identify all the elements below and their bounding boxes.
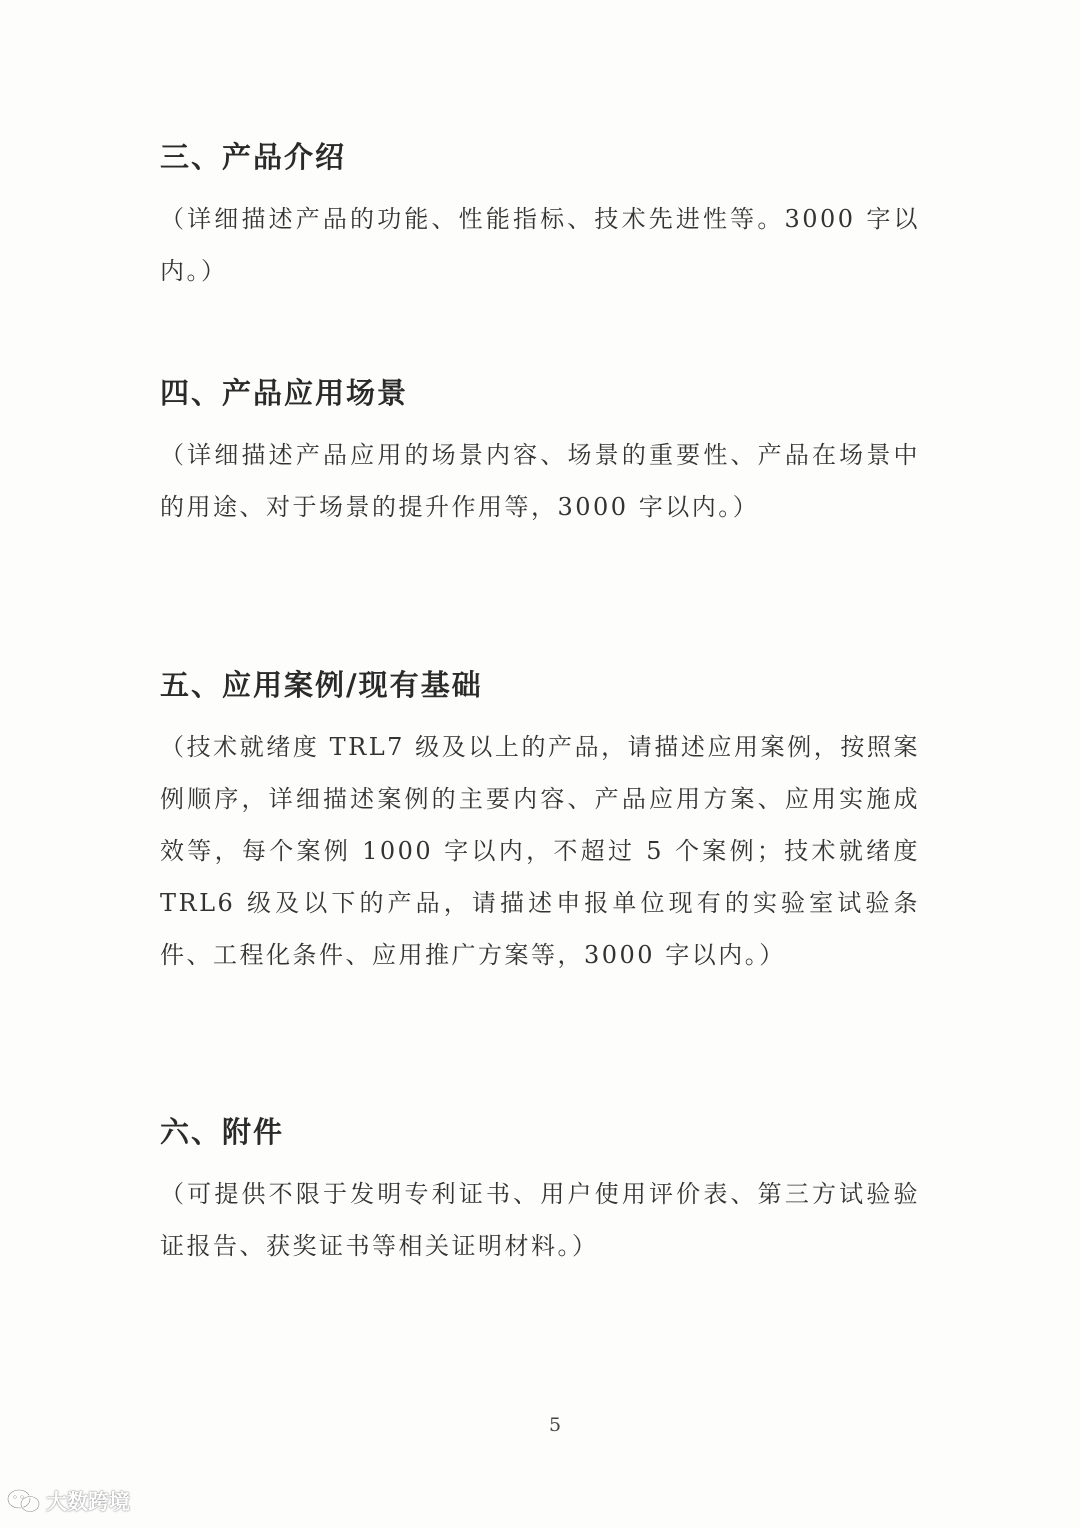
section-application-scenarios	[160, 376, 920, 533]
wechat-logo-icon	[6, 1488, 42, 1514]
section-product-introduction	[160, 140, 920, 297]
page-number: 5	[548, 1414, 562, 1436]
section-instruction: （详细描述产品的功能、性能指标、技术先进性等。3000 字以内。）	[160, 204, 920, 285]
section-instruction: （可提供不限于发明专利证书、用户使用评价表、第三方试验验证报告、获奖证书等相关证明材料。）	[160, 1179, 920, 1260]
section-application-cases	[160, 668, 920, 981]
section-heading: 三、产品介绍	[160, 140, 347, 174]
section-instruction: （技术就绪度 TRL7 级及以上的产品，请描述应用案例，按照案例顺序，详细描述案例的主要内容、产品应用方案、应用实施成效等，每个案例 1000 字以内，不超过 5 个案例；技术就绪度 TRL6 级及以下的产品，请描述申报单位现有的实验室试验条件、工程化条件、应用推广方案等，3000 字以内。）	[160, 732, 920, 969]
section-heading: 四、产品应用场景	[160, 376, 409, 410]
watermark	[6, 1486, 130, 1516]
section-instruction: （详细描述产品应用的场景内容、场景的重要性、产品在场景中的用途、对于场景的提升作用等，3000 字以内。）	[160, 440, 920, 521]
section-heading: 五、应用案例/现有基础	[160, 668, 483, 702]
watermark-text: 大数跨境	[46, 1490, 130, 1514]
section-heading: 六、附件	[160, 1115, 285, 1149]
section-attachments	[160, 1115, 920, 1272]
